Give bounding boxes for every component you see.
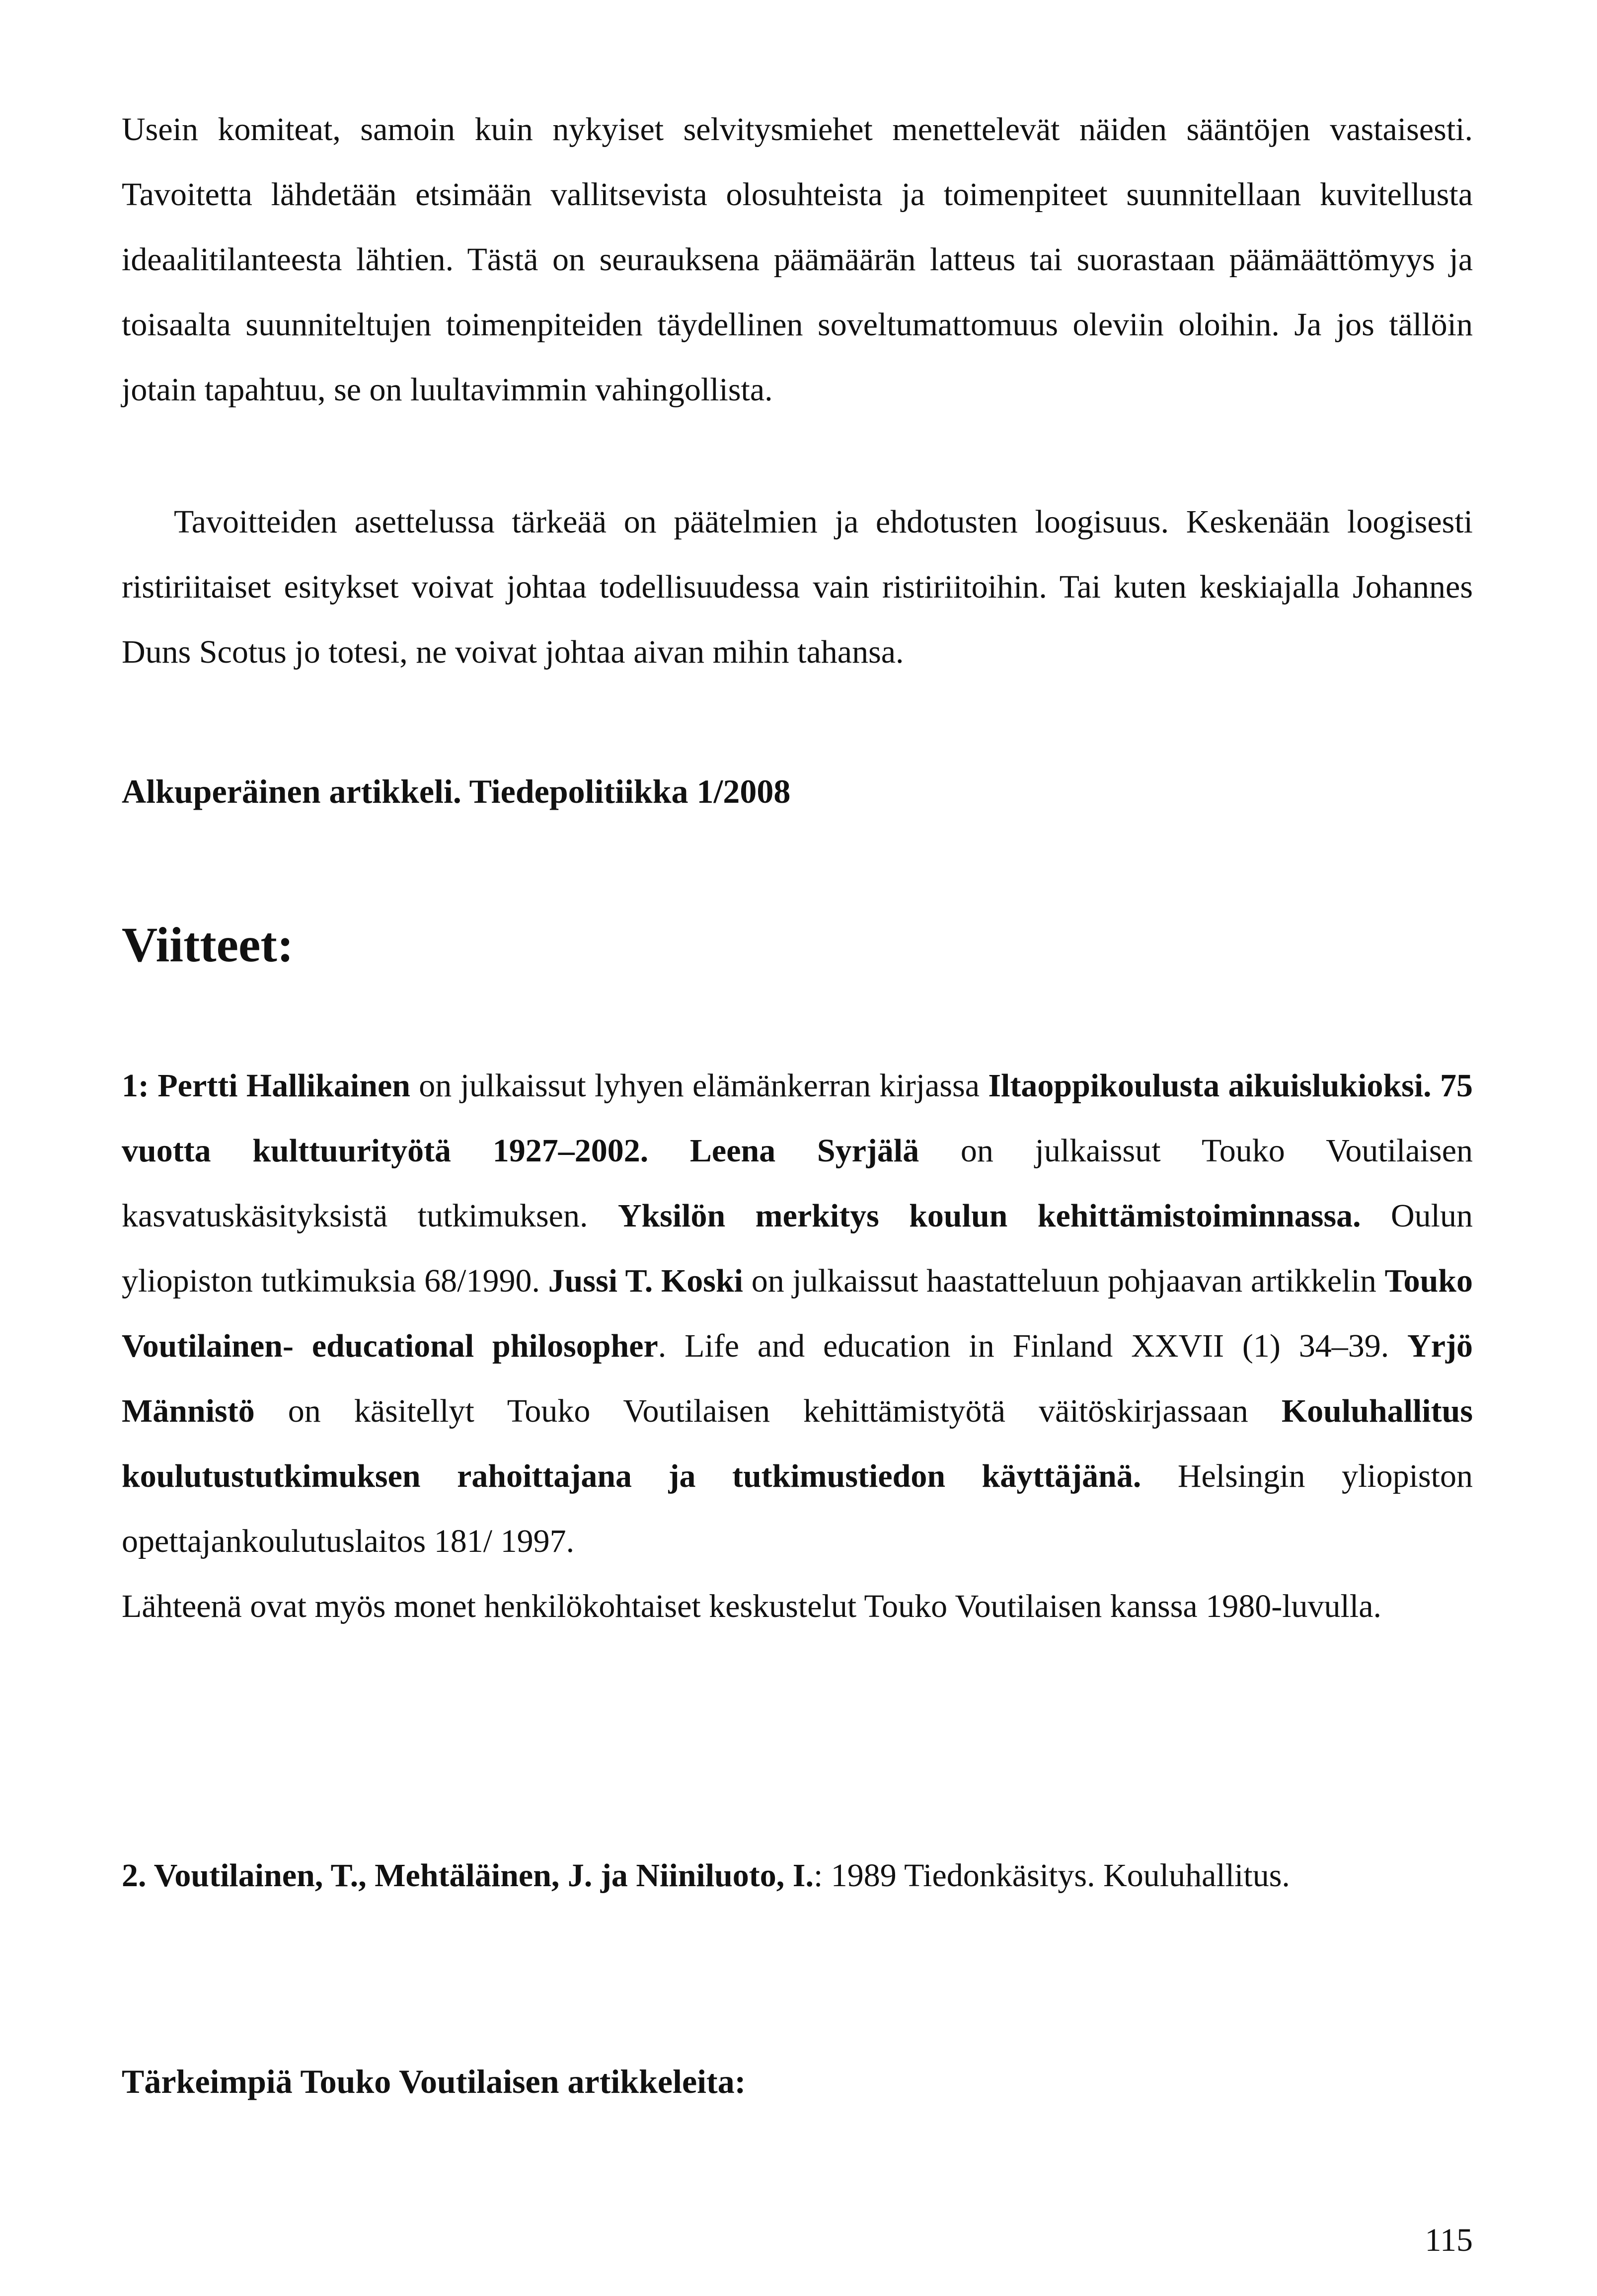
ref1-title-iltaoppikoulusta: Iltaoppikoulusta aikuislukioksi. 75 vuotta kulttuurityötä 1927–2002. bbox=[122, 1068, 1473, 1169]
ref1-title-yksilon: Yksilön merkitys koulun kehittämistoiminnassa. bbox=[617, 1198, 1361, 1234]
paragraph-2: Tavoitteiden asettelussa tärkeää on päätelmien ja ehdotusten loogisuus. Keskenään loogisesti ristiriitaiset esitykset voivat johtaa todellisuudessa vain ristiriitoihin. Tai kuten keskiajalla Johannes Duns Scotus jo totesi, ne voivat johtaa aivan mihin tahansa. bbox=[122, 504, 1473, 670]
articles-heading-block bbox=[122, 2059, 1473, 2104]
reference-1-extra: Lähteenä ovat myös monet henkilökohtaiset keskustelut Touko Voutilaisen kanssa 1980-luvulla. bbox=[122, 1588, 1382, 1624]
ref1-author-hallikainen: Pertti Hallikainen bbox=[157, 1068, 410, 1104]
reference-2 bbox=[122, 1843, 1473, 1908]
reference-2-text bbox=[122, 1843, 1473, 1908]
ref1-rest-d: Helsingin yliopiston opettajankoulutuslaitos 181/ 1997. bbox=[122, 1458, 1473, 1559]
ref1-rest-c: . Life and education in Finland XXVII (1) 34–39. bbox=[658, 1328, 1408, 1364]
ref1-number: 1: bbox=[122, 1068, 149, 1104]
ref1-author-mannisto: Yrjö Männistö bbox=[122, 1328, 1473, 1429]
ref1-rest-b: Oulun yliopiston tutkimuksia 68/1990. bbox=[122, 1198, 1473, 1299]
source-note-block bbox=[122, 769, 1473, 814]
references-heading-block bbox=[122, 915, 1473, 975]
ref2-authors: 2. Voutilainen, T., Mehtäläinen, J. ja Niiniluoto, I. bbox=[122, 1857, 814, 1894]
references-heading: Viitteet: bbox=[122, 917, 294, 972]
source-note: Alkuperäinen artikkeli. Tiedepolitiikka 1/2008 bbox=[122, 772, 791, 810]
ref1-author-koski: Jussi T. Koski bbox=[548, 1263, 743, 1299]
ref1-text-b: on julkaissut Touko Voutilaisen kasvatuskäsityksistä tutkimuksen. bbox=[122, 1133, 1473, 1234]
ref1-title-educational-philosopher: Touko Voutilainen- educational philosopher bbox=[122, 1263, 1473, 1364]
ref1-author-syrjala: Leena Syrjälä bbox=[648, 1133, 919, 1169]
ref1-text-a: on julkaissut lyhyen elämänkerran kirjassa bbox=[410, 1068, 989, 1104]
page-number: 115 bbox=[1425, 2222, 1473, 2258]
ref2-details: : 1989 Tiedonkäsitys. Kouluhallitus. bbox=[813, 1857, 1290, 1894]
paragraph-1-block bbox=[122, 97, 1473, 422]
articles-heading: Tärkeimpiä Touko Voutilaisen artikkeleita: bbox=[122, 2063, 746, 2100]
reference-1 bbox=[122, 1053, 1473, 1639]
ref1-text-d: on käsitellyt Touko Voutilaisen kehittämistyötä väitöskirjassaan bbox=[254, 1393, 1282, 1429]
paragraph-2-block bbox=[122, 489, 1473, 685]
reference-1-text bbox=[122, 1053, 1473, 1574]
paragraph-1: Usein komiteat, samoin kuin nykyiset selvitysmiehet menettelevät näiden sääntöjen vastaisesti. Tavoitetta lähdetään etsimään vallitsevista olosuhteista ja toimenpiteet suunnitellaan kuvitellusta ideaalitilanteesta lähtien. Tästä on seurauksena päämäärän latteus tai suorastaan päämäättömyys ja toisaalta suunniteltujen toimenpiteiden täydellinen soveltumattomuus oleviin oloihin. Ja jos tällöin jotain tapahtuu, se on luultavimmin vahingollista. bbox=[122, 111, 1473, 408]
ref1-title-kouluhallitus: Kouluhallitus koulutustutkimuksen rahoittajana ja tutkimustiedon käyttäjänä. bbox=[122, 1393, 1473, 1494]
ref1-text-c: on julkaissut haastatteluun pohjaavan artikkelin bbox=[743, 1263, 1385, 1299]
